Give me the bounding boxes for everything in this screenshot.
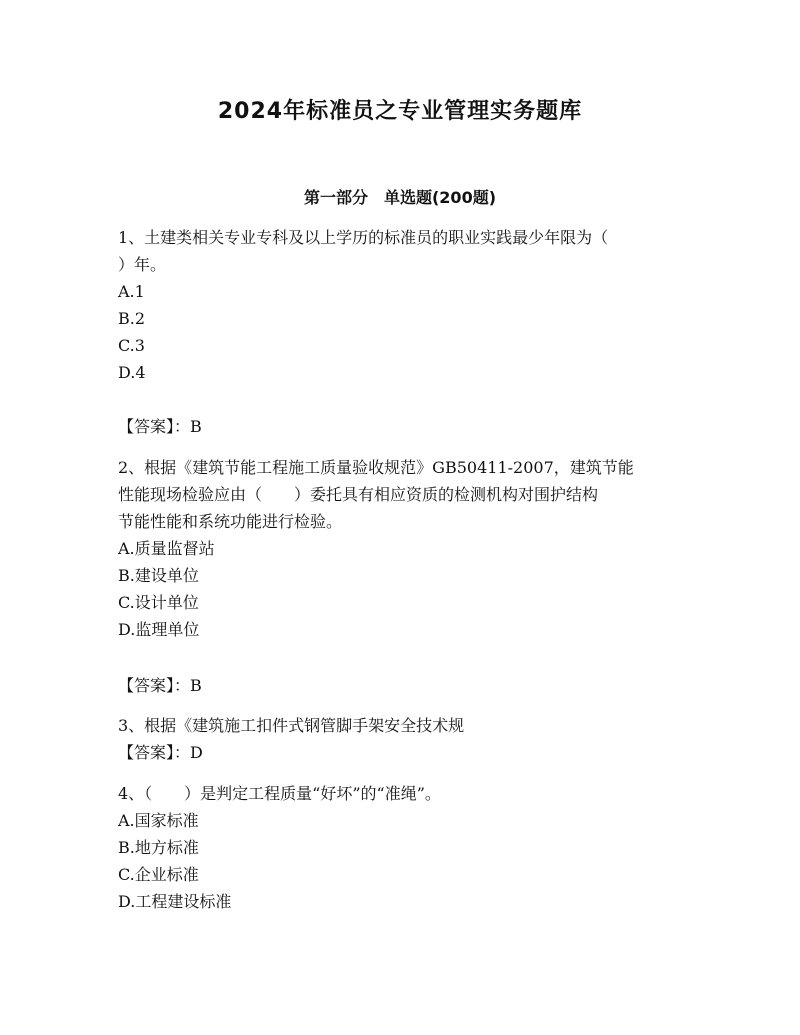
question-1-option-b: B.2 bbox=[118, 309, 146, 328]
question-2-option-c: C.设计单位 bbox=[118, 593, 199, 612]
question-4-text-line-1: 4、（ ）是判定工程质量“好坏”的“准绳”。 bbox=[118, 784, 441, 803]
section-heading: 第一部分 单选题(200题) bbox=[303, 188, 497, 207]
page-title: 2024年标准员之专业管理实务题库 bbox=[217, 99, 583, 124]
question-4-option-a: A.国家标准 bbox=[118, 811, 199, 830]
question-1-option-d: D.4 bbox=[118, 363, 146, 382]
question-3-text-line-1: 3、根据《建筑施工扣件式钢管脚手架安全技术规 bbox=[118, 716, 465, 735]
question-4-option-d: D.工程建设标准 bbox=[118, 892, 232, 911]
question-2-text-line-1: 2、根据《建筑节能工程施工质量验收规范》GB50411-2007，建筑节能 bbox=[118, 458, 634, 477]
question-4-option-b: B.地方标准 bbox=[118, 838, 199, 857]
question-2-answer: 【答案】：B bbox=[118, 676, 202, 695]
question-4-option-c: C.企业标准 bbox=[118, 865, 199, 884]
question-2-option-b: B.建设单位 bbox=[118, 566, 199, 585]
question-2-option-a: A.质量监督站 bbox=[118, 539, 215, 558]
question-2-text-line-2: 性能现场检验应由（ ）委托具有相应资质的检测机构对围护结构 bbox=[118, 485, 599, 504]
question-1-text-line-2: ）年。 bbox=[118, 255, 167, 274]
question-1-answer: 【答案】：B bbox=[118, 417, 202, 436]
question-3-answer: 【答案】：D bbox=[118, 743, 203, 762]
question-2-text-line-3: 节能性能和系统功能进行检验。 bbox=[118, 512, 343, 531]
question-1-option-a: A.1 bbox=[118, 282, 145, 301]
question-1-text-line-1: 1、土建类相关专业专科及以上学历的标准员的职业实践最少年限为（ bbox=[118, 228, 609, 247]
question-2-option-d: D.监理单位 bbox=[118, 620, 200, 639]
question-1-option-c: C.3 bbox=[118, 336, 145, 355]
